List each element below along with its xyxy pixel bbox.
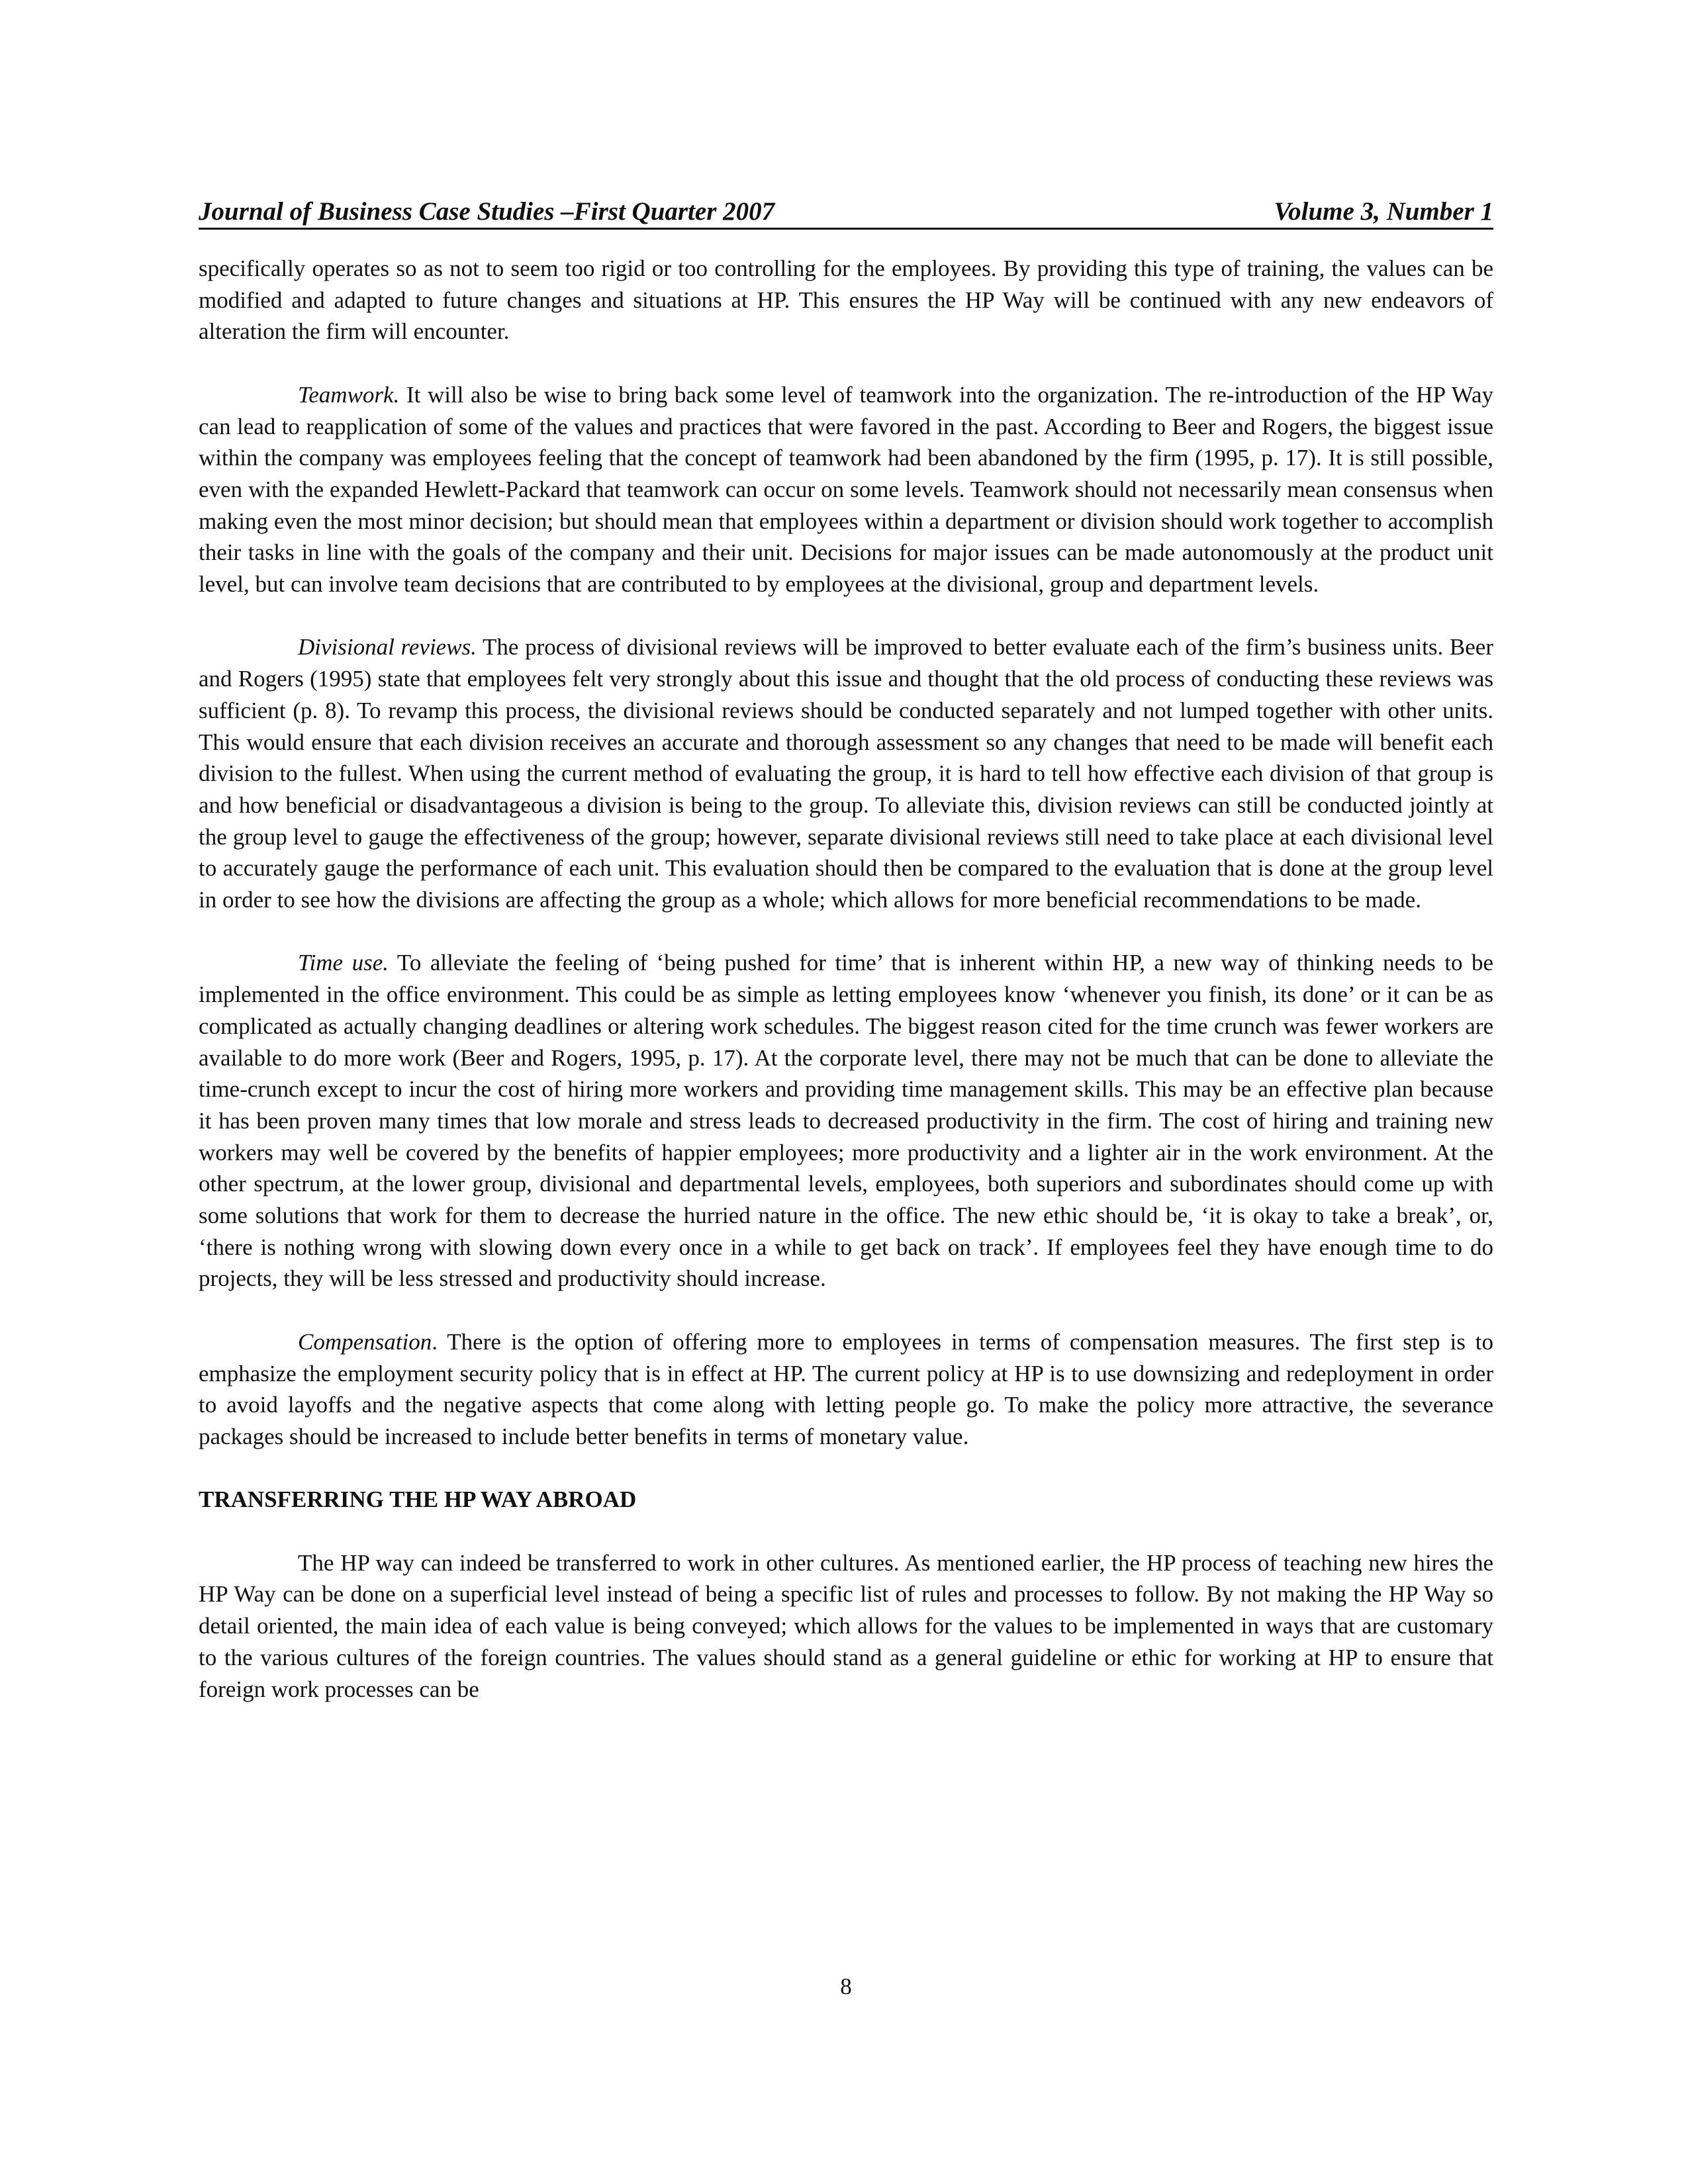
volume-number: Volume 3, Number 1	[1274, 197, 1493, 226]
lead-divisional-reviews: Divisional reviews.	[298, 634, 477, 660]
body-text	[199, 253, 1493, 1737]
paragraph-time-use	[199, 947, 1493, 1295]
paragraph-divisional-reviews	[199, 631, 1493, 915]
text-teamwork: It will also be wise to bring back some level of teamwork into the organization. The re-introduction of the HP Way can lead to reapplication of some of the values and practices that were favored in the past. According to Beer and Rogers, the biggest issue within the company was employees feeling that the concept of teamwork had been abandoned by the firm (1995, p. 17). It is still possible, even with the expanded Hewlett-Packard that teamwork can occur on some levels. Teamwork should not necessarily mean consensus when making even the most minor decision; but should mean that employees within a department or division should work together to accomplish their tasks in line with the goals of the company and their unit. Decisions for major issues can be made autonomously at the product unit level, but can involve team decisions that are contributed to by employees at the divisional, group and department levels.	[199, 381, 1493, 598]
lead-compensation: Compensation	[298, 1328, 432, 1355]
paragraph-continuation: specifically operates so as not to seem too rigid or too controlling for the employees. By providing this type of training, the values can be modified and adapted to future changes and situations at HP. This ensures the HP Way will be continued with any new endeavors of alteration the firm will encounter.	[199, 255, 1493, 345]
paragraph-compensation	[199, 1326, 1493, 1453]
lead-teamwork: Teamwork.	[298, 381, 400, 408]
running-header	[199, 196, 1493, 230]
lead-time-use: Time use.	[298, 950, 389, 976]
section-heading: TRANSFERRING THE HP WAY ABROAD	[199, 1486, 637, 1513]
text-divisional-reviews: The process of divisional reviews will be improved to better evaluate each of the firm’s business units. Beer and Rogers (1995) state that employees felt very strongly about this issue and thought that the old process of conducting these reviews was sufficient (p. 8). To revamp this process, the divisional reviews should be conducted separately and not lumped together with other units. This would ensure that each division receives an accurate and thorough assessment so any changes that need to be made will benefit each division to the fullest. When using the current method of evaluating the group, it is hard to tell how effective each division of that group is and how beneficial or disadvantageous a division is being to the group. To alleviate this, division reviews can still be conducted jointly at the group level to gauge the effectiveness of the group; however, separate divisional reviews still need to take place at each divisional level to accurately gauge the performance of each unit. This evaluation should then be compared to the evaluation that is done at the group level in order to see how the divisions are affecting the group as a whole; which allows for more beneficial recommendations to be made.	[199, 634, 1493, 913]
page-number: 8	[840, 1974, 852, 1999]
text-compensation: . There is the option of offering more to employees in terms of compensation measures. The first step is to emphasize the employment security policy that is in effect at HP. The current policy at HP is to use downsizing and redeployment in order to avoid layoffs and the negative aspects that come along with letting people go. To make the policy more attractive, the severance packages should be increased to include better benefits in terms of monetary value.	[199, 1328, 1493, 1449]
paragraph-teamwork	[199, 379, 1493, 600]
document-page	[199, 0, 1493, 2184]
paragraph-transferring-abroad: The HP way can indeed be transferred to work in other cultures. As mentioned earlier, the HP process of teaching new hires the HP Way can be done on a superficial level instead of being a specific list of rules and processes to follow. By not making the HP Way so detail oriented, the main idea of each value is being conveyed; which allows for the values to be implemented in ways that are customary to the various cultures of the foreign countries. The values should stand as a general guideline or ethic for working at HP to ensure that foreign work processes can be	[199, 1549, 1493, 1702]
text-time-use: To alleviate the feeling of ‘being pushed for time’ that is inherent within HP, a new way of thinking needs to be implemented in the office environment. This could be as simple as letting employees know ‘whenever you finish, its done’ or it can be as complicated as actually changing deadlines or altering work schedules. The biggest reason cited for the time crunch was fewer workers are available to do more work (Beer and Rogers, 1995, p. 17). At the corporate level, there may not be much that can be done to alleviate the time-crunch except to incur the cost of hiring more workers and providing time management skills. This may be an effective plan because it has been proven many times that low morale and stress leads to decreased productivity in the firm. The cost of hiring and training new workers may well be covered by the benefits of happier employees; more productivity and a lighter air in the work environment. At the other spectrum, at the lower group, divisional and departmental levels, employees, both superiors and subordinates should come up with some solutions that work for them to decrease the hurried nature in the office. The new ethic should be, ‘it is okay to take a break’, or, ‘there is nothing wrong with slowing down every once in a while to get back on track’. If employees feel they have enough time to do projects, they will be less stressed and productivity should increase.	[199, 950, 1493, 1292]
journal-title: Journal of Business Case Studies –First Quarter 2007	[199, 197, 775, 226]
